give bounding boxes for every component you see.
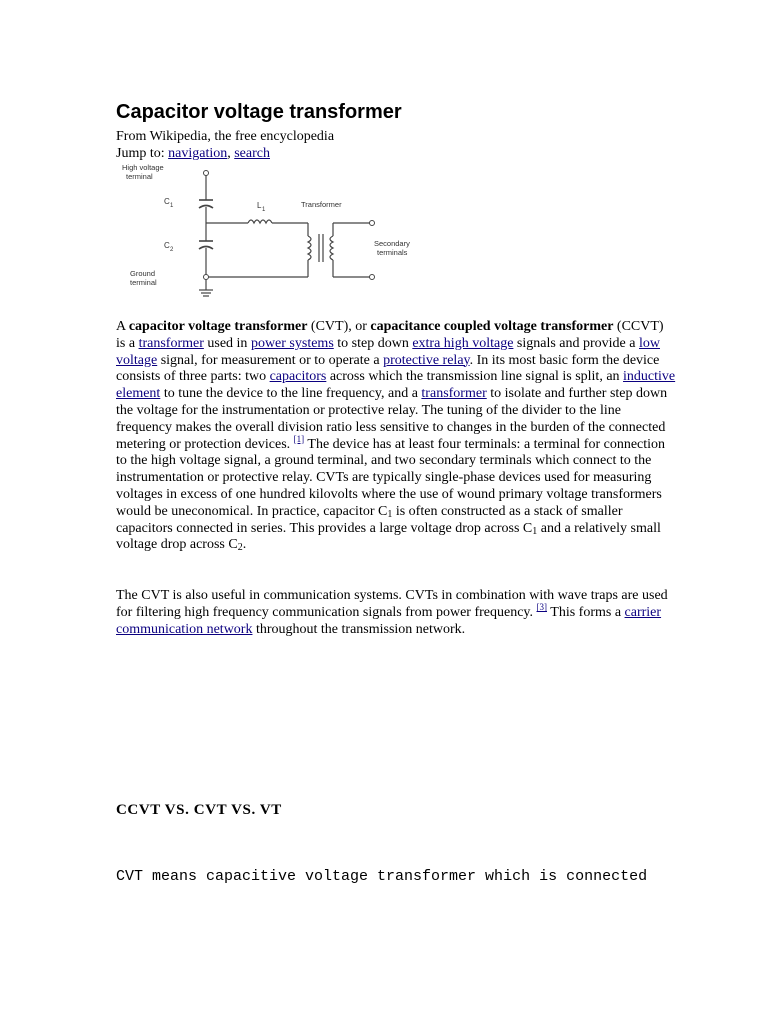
jump-separator: , [227,146,235,161]
power-systems-link[interactable]: power systems [250,335,334,351]
reference-3-link[interactable]: [3] [536,601,548,612]
l1-subscript: 1 [262,207,266,213]
text: throughout the transmission network. [252,621,466,637]
paragraph-communication [116,588,676,638]
text: used in [203,335,251,351]
text: to isolate and further step down the voltage for the instrumentation or protective relay. The tuning of the divider to the line frequency makes the overall division ratio less sensitive to changes in the burden of the connected metering or protection devices. [116,386,668,452]
text: The device has at least four terminals: a terminal for connection to the high voltage signal, a ground terminal, and two secondary terminals which connect to the instrumentation or protective relay. CVTs are typically single-phase devices used for measuring voltages in excess of one hundred kilovolts where the use of wound primary voltage transformers would be uneconomical. In practice, capacitor C [116,436,666,519]
inductive-element-link[interactable]: inductive element [116,369,676,402]
c1-label: C [164,197,170,206]
subscript: 2 [237,542,243,554]
text: to step down [333,335,413,351]
hv-terminal-label-1: High voltage [122,163,164,172]
tagline: From Wikipedia, the free encyclopedia [116,129,335,144]
text: across which the transmission line signal is split, an [326,369,624,385]
cvt-circuit-diagram [120,162,430,304]
ground-label-2: terminal [130,278,157,287]
ground-label-1: Ground [130,269,156,278]
term-bold: capacitance coupled voltage transformer [370,319,614,334]
text: A [116,319,129,334]
reference-1-link[interactable]: [1] [293,433,305,444]
secondary-label-1: Secondary [374,239,410,248]
text: (CCVT) is a [116,319,664,351]
text: signals and provide a [513,335,639,351]
low-voltage-link[interactable]: low voltage [116,335,660,368]
text: is often constructed as a stack of smaller capacitors connected in series. This provides a large voltage drop across C [116,503,623,536]
text: and a relatively small voltage drop across C [116,520,661,553]
c2-subscript: 2 [170,247,174,253]
section-heading: CCVT VS. CVT VS. VT [116,802,282,818]
l1-label: L [257,201,262,210]
jump-to-line [116,145,270,162]
text: signal, for measurement or to operate a [157,352,384,368]
section-body-text: CVT means capacitive voltage transformer which is connected [116,868,648,885]
c1-subscript: 1 [170,203,174,209]
transformer-link-2[interactable]: transformer [421,386,487,402]
transformer-label: Transformer [301,200,342,209]
text: This forms a [547,604,625,620]
protective-relay-link[interactable]: protective relay [383,352,470,368]
text: . [242,537,247,553]
text: (CVT), or [307,319,371,334]
transformer-link[interactable]: transformer [138,335,204,351]
term-bold: capacitor voltage transformer [128,319,308,334]
text: The CVT is also useful in communication systems. CVTs in combination with wave traps are used for filtering high frequency communication signals from power frequency. [116,588,668,620]
paragraph-intro [116,319,676,554]
hv-terminal-label-2: terminal [126,172,153,181]
extra-high-voltage-link[interactable]: extra high voltage [412,335,514,351]
capacitors-link[interactable]: capacitors [269,369,327,385]
secondary-label-2: terminals [377,248,408,257]
page-title: Capacitor voltage transformer [116,101,402,123]
subscript: 1 [387,508,393,520]
text: . In its most basic form the device consists of three parts: two [116,352,660,385]
c2-label: C [164,241,170,250]
carrier-communication-network-link[interactable]: carrier communication network [116,604,662,637]
text: to tune the device to the line frequency, and a [160,386,422,402]
search-link[interactable]: search [234,146,270,161]
navigation-link[interactable]: navigation [168,146,228,161]
subscript: 1 [532,525,538,537]
jump-to-label: Jump to: [116,146,169,161]
